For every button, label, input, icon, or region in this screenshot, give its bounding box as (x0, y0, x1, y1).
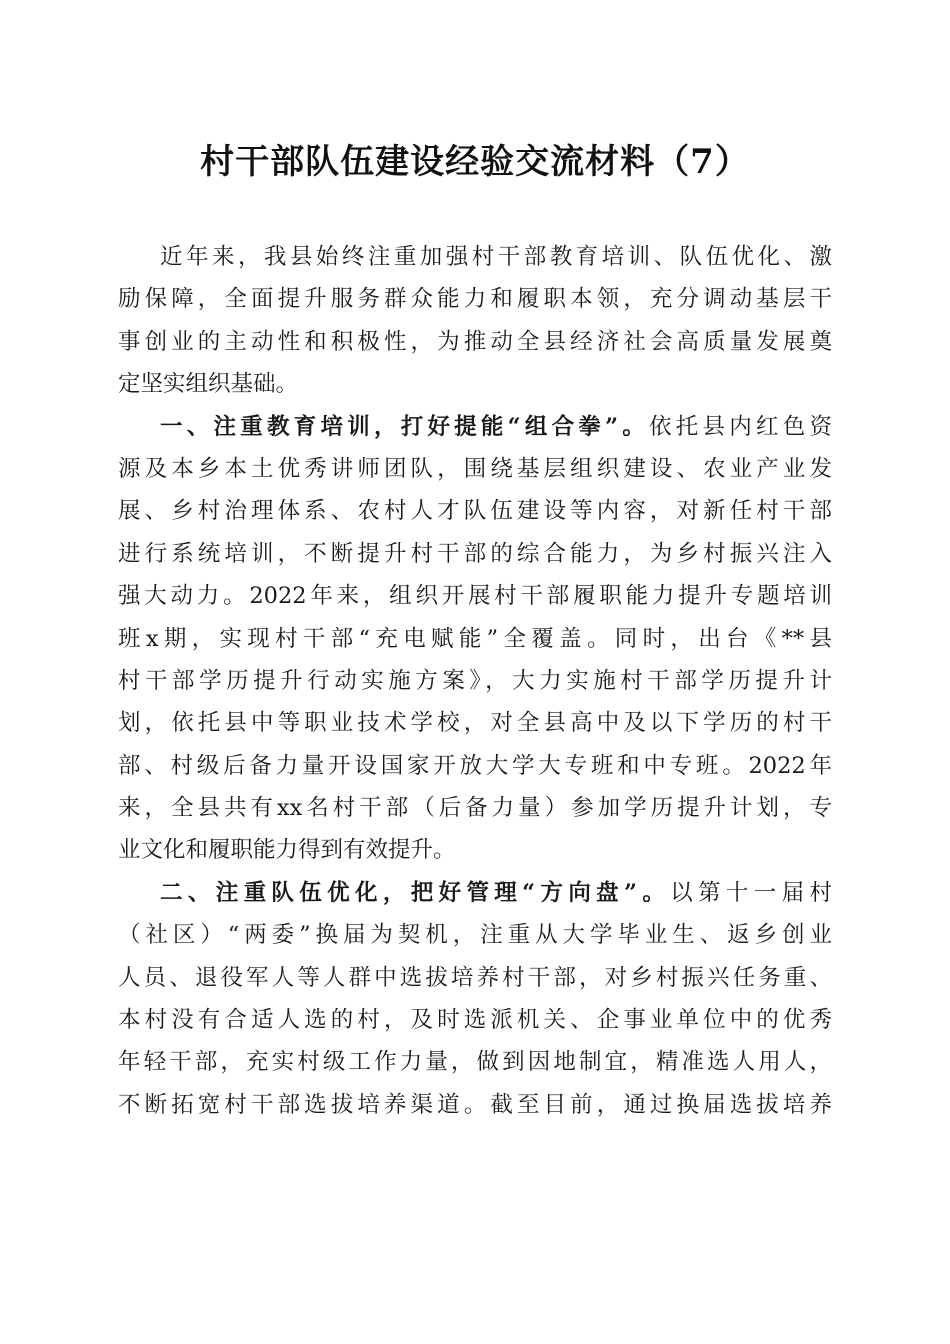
line-text: 业文化和履职能力得到有效提升。 (118, 837, 456, 864)
line-text: 励保障，全面提升服务群众能力和履职本领，充分调动基层干 (118, 286, 832, 313)
line-text: 年轻干部，充实村级工作力量，做到因地制宜，精准选人用人， (118, 1049, 832, 1076)
paragraph-intro (118, 236, 832, 406)
line-text: 事创业的主动性和积极性，为推动全县经济社会高质量发展奠 (118, 328, 832, 355)
text-line (118, 490, 832, 532)
document-body (118, 236, 832, 1126)
text-line (118, 1041, 832, 1083)
paragraph-section-2 (118, 872, 832, 1126)
text-line (118, 618, 832, 660)
text-line (118, 448, 832, 490)
text-line (118, 575, 832, 617)
text-line (118, 660, 832, 702)
text-line (118, 406, 832, 448)
text-line (118, 829, 832, 871)
line-text: 不断拓宽村干部选拔培养渠道。截至目前，通过换届选拔培养 (118, 1091, 832, 1118)
line-text: 进行系统培训，不断提升村干部的综合能力，为乡村振兴注入 (118, 540, 832, 567)
line-text: 村干部学历提升行动实施方案》，大力实施村干部学历提升计 (118, 667, 832, 694)
text-line (118, 957, 832, 999)
document-title: 村干部队伍建设经验交流材料（7） (200, 142, 750, 182)
text-line (118, 787, 832, 829)
text-line (118, 872, 832, 914)
text-line (118, 999, 832, 1041)
line-text: 依托县内红色资 (649, 413, 832, 440)
text-line (118, 321, 832, 363)
line-text: 展、乡村治理体系、农村人才队伍建设等内容，对新任村干部 (118, 498, 832, 525)
line-text: 近年来，我县始终注重加强村干部教育培训、队伍优化、激 (160, 244, 832, 270)
text-line (118, 533, 832, 575)
section-heading: 一、注重教育培训，打好提能“组合拳”。 (160, 413, 650, 440)
text-line (118, 702, 832, 744)
line-text: 强大动力。2022年来，组织开展村干部履职能力提升专题培训 (118, 583, 832, 610)
line-text: 划，依托县中等职业技术学校，对全县高中及以下学历的村干 (118, 710, 832, 737)
line-text: 以第十一届村 (670, 879, 832, 906)
line-text: 班x期，实现村干部“充电赋能”全覆盖。同时，出台《**县 (118, 625, 832, 652)
section-heading: 二、注重队伍优化，把好管理“方向盘”。 (160, 879, 671, 906)
text-line (118, 278, 832, 320)
text-line (118, 1084, 832, 1126)
text-line (118, 236, 832, 278)
text-line (118, 914, 832, 956)
text-line (118, 363, 832, 405)
line-text: 源及本乡本土优秀讲师团队，围绕基层组织建设、农业产业发 (118, 455, 832, 482)
line-text: 部、村级后备力量开设国家开放大学大专班和中专班。2022年 (118, 752, 832, 779)
line-text: 本村没有合适人选的村，及时选派机关、企事业单位中的优秀 (118, 1007, 832, 1034)
line-text: 来，全县共有xx名村干部（后备力量）参加学历提升计划，专 (118, 795, 832, 822)
paragraph-section-1 (118, 406, 832, 872)
line-text: 定坚实组织基础。 (118, 371, 299, 398)
line-text: 人员、退役军人等人群中选拔培养村干部，对乡村振兴任务重、 (118, 964, 832, 991)
text-line (118, 745, 832, 787)
line-text: （社区）“两委”换届为契机，注重从大学毕业生、返乡创业 (118, 922, 832, 949)
